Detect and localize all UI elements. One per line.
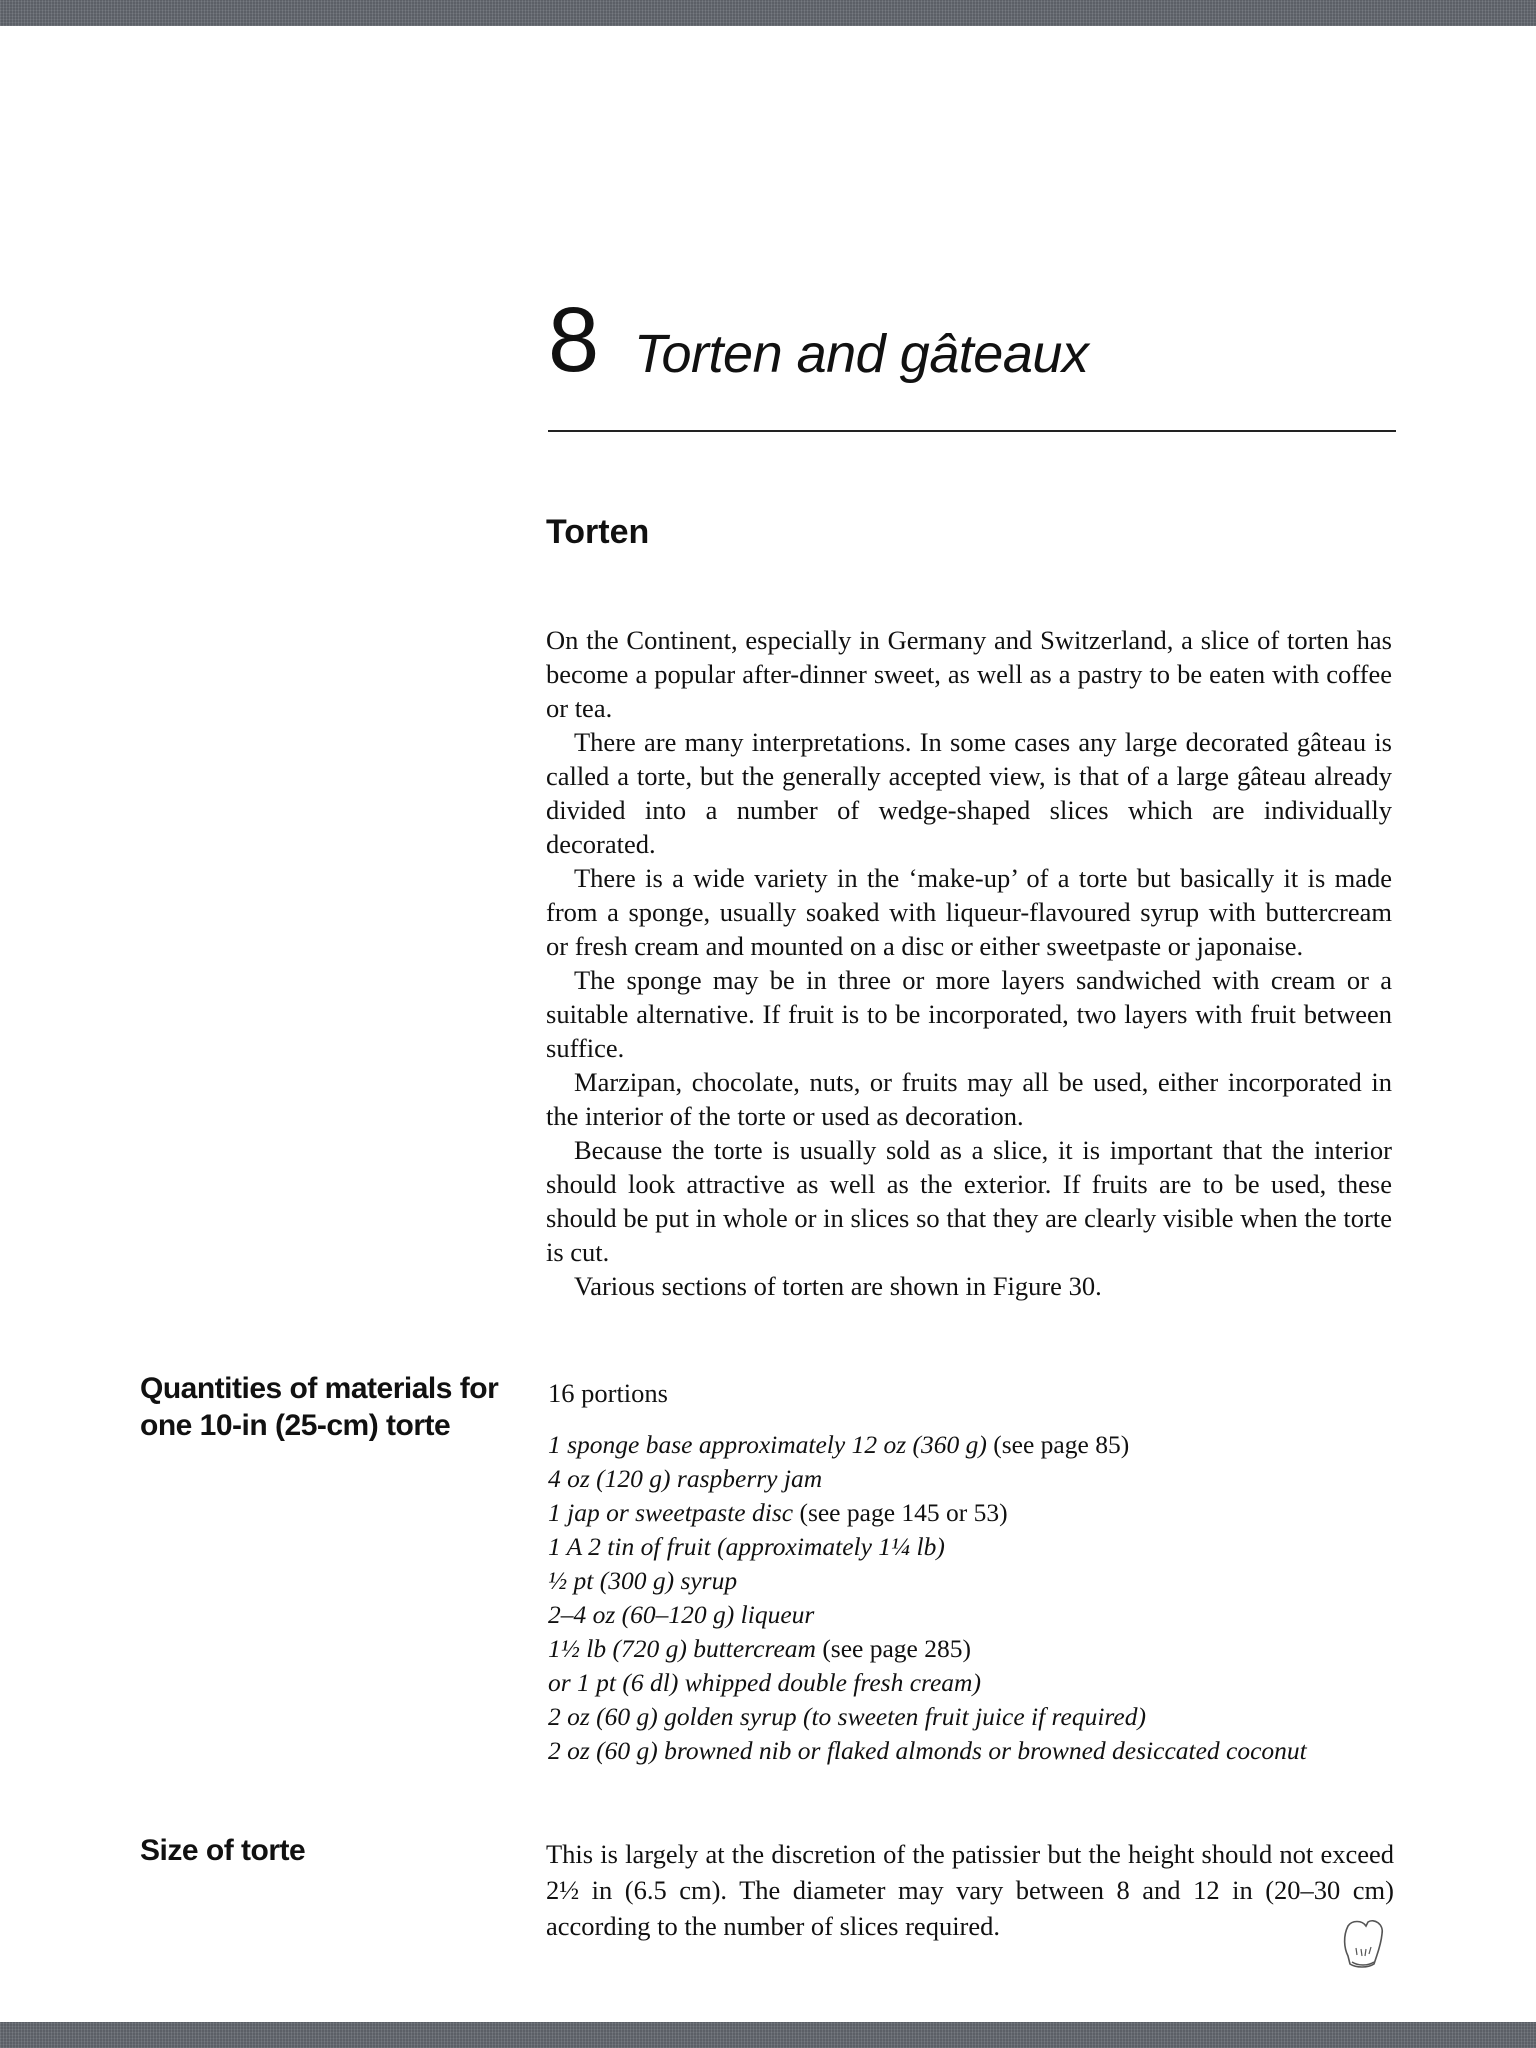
ingredient-reference: (see page 145 or 53): [793, 1498, 1008, 1527]
body-text: [546, 623, 1392, 1303]
reader-bottom-bar: [0, 2022, 1536, 2048]
paragraph: The sponge may be in three or more layers sandwiched with cream or a suitable alternative. If fruit is to be incorporated, two layers with fruit between suffice.: [546, 965, 1392, 1063]
ingredient-item: [548, 1632, 1408, 1666]
ingredient-amount: 1½ lb (720 g) buttercream: [548, 1634, 816, 1663]
reader-top-bar: [0, 0, 1536, 26]
hand-pointer-icon: [1338, 1918, 1388, 1970]
chapter-number: 8: [548, 289, 600, 391]
ingredient-item: [548, 1700, 1408, 1734]
quantities-heading: Quantities of materials for one 10-in (25-cm) torte: [140, 1372, 499, 1442]
paragraph: Because the torte is usually sold as a slice, it is important that the interior should look attractive as well as the exterior. If fruits are to be used, these should be put in whole or in slices so that they are clearly visible when the torte is cut.: [546, 1135, 1392, 1267]
ingredient-item: [548, 1428, 1408, 1462]
paragraph: There is a wide variety in the ‘make-up’ of a torte but basically it is made from a sponge, usually soaked with liqueur-flavoured syrup with buttercream or fresh cream and mounted on a disc or either sweetpaste or japonaise.: [546, 863, 1392, 961]
ingredient-reference: (see page 85): [986, 1430, 1130, 1459]
ingredient-amount: 2 oz (60 g) golden syrup (to sweeten fruit juice if required): [548, 1702, 1146, 1731]
ingredients-list: [548, 1428, 1408, 1768]
ingredient-amount: 2 oz (60 g) browned nib or flaked almonds or browned desiccated coconut: [548, 1736, 1307, 1765]
chapter-heading: [548, 290, 1396, 432]
ingredient-item: [548, 1598, 1408, 1632]
ingredient-amount: 1 jap or sweetpaste disc: [548, 1498, 794, 1527]
ingredient-amount: or 1 pt (6 dl) whipped double fresh cream): [548, 1668, 981, 1697]
size-heading: Size of torte: [140, 1834, 306, 1867]
chapter-title: Torten and gâteaux: [634, 324, 1089, 384]
paragraph: Marzipan, chocolate, nuts, or fruits may all be used, either incorporated in the interior of the torte or used as decoration.: [546, 1067, 1392, 1131]
ingredient-item: [548, 1530, 1408, 1564]
ingredient-reference: (see page 285): [815, 1634, 971, 1663]
ingredient-amount: 1 sponge base approximately 12 oz (360 g): [548, 1430, 987, 1459]
ingredient-item: [548, 1734, 1408, 1768]
paragraph: There are many interpretations. In some cases any large decorated gâteau is called a torte, but the generally accepted view, is that of a large gâteau already divided into a number of wedge-shaped slices which are individually decorated.: [546, 727, 1392, 859]
portions-count: 16 portions: [548, 1378, 668, 1408]
ingredient-amount: 1 A 2 tin of fruit (approximately 1¼ lb): [548, 1532, 945, 1561]
ingredient-amount: 4 oz (120 g) raspberry jam: [548, 1464, 823, 1493]
paragraph: Various sections of torten are shown in Figure 30.: [574, 1271, 1102, 1301]
paragraph: On the Continent, especially in Germany and Switzerland, a slice of torten has become a popular after-dinner sweet, as well as a pastry to be eaten with coffee or tea.: [546, 625, 1392, 723]
size-text: This is largely at the discretion of the patissier but the height should not exceed 2½ in (6.5 cm). The diameter may vary between 8 and 12 in (20–30 cm) according to the number of slices required.: [546, 1839, 1394, 1941]
ingredient-amount: ½ pt (300 g) syrup: [548, 1566, 738, 1595]
section-heading: Torten: [546, 513, 650, 551]
ingredient-item: [548, 1462, 1408, 1496]
ingredient-item: [548, 1564, 1408, 1598]
ingredient-item: [548, 1666, 1408, 1700]
ingredient-item: [548, 1496, 1408, 1530]
ingredient-amount: 2–4 oz (60–120 g) liqueur: [548, 1600, 815, 1629]
